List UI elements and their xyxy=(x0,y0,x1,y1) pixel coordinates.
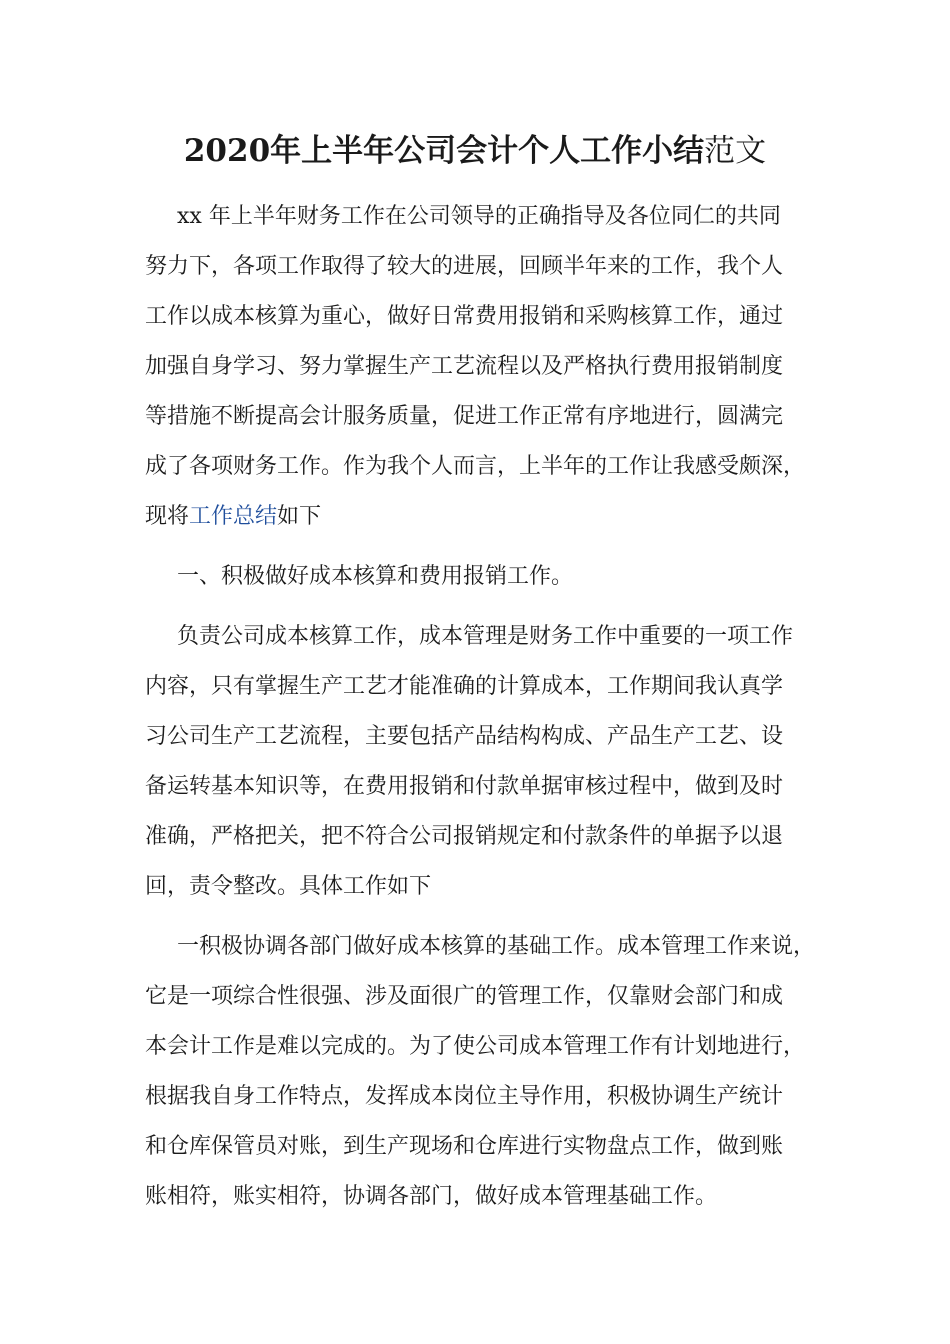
line-text: 努力下，各项工作取得了较大的进展，回顾半年来的工作，我个人 xyxy=(145,254,784,279)
title-suffix: 范文 xyxy=(704,133,767,169)
line-text: 负责公司成本核算工作，成本管理是财务工作中重要的一项工作 xyxy=(177,624,794,649)
line-text: 账相符，账实相符，协调各部门，做好成本管理基础工作。 xyxy=(145,1184,718,1209)
line-text: 根据我自身工作特点，发挥成本岗位主导作用，积极协调生产统计 xyxy=(145,1084,784,1109)
line-before-link: 现将 xyxy=(145,504,190,529)
title-main: 年上半年公司会计个人工作小结 xyxy=(270,133,705,169)
document-title xyxy=(0,128,950,174)
section-heading-text: 一、积极做好成本核算和费用报销工作。 xyxy=(177,564,574,589)
line-text: 成了各项财务工作。作为我个人而言，上半年的工作让我感受颇深， xyxy=(145,454,806,479)
line-text: 准确，严格把关，把不符合公司报销规定和付款条件的单据予以退 xyxy=(145,824,784,849)
line-text: xx 年上半年财务工作在公司领导的正确指导及各位同仁的共同 xyxy=(177,204,781,229)
line-text: 和仓库保管员对账，到生产现场和仓库进行实物盘点工作，做到账 xyxy=(145,1134,784,1159)
line-text: 加强自身学习、努力掌握生产工艺流程以及严格执行费用报销制度 xyxy=(145,354,784,379)
line-text: 一积极协调各部门做好成本核算的基础工作。成本管理工作来说， xyxy=(177,934,816,959)
line-after-link: 如下 xyxy=(277,504,322,529)
line-text: 备运转基本知识等，在费用报销和付款单据审核过程中，做到及时 xyxy=(145,774,784,799)
line-text: 本会计工作是难以完成的。为了使公司成本管理工作有计划地进行， xyxy=(145,1034,806,1059)
line-text xyxy=(145,502,321,532)
line-text: 内容，只有掌握生产工艺才能准确的计算成本，工作期间我认真学 xyxy=(145,674,784,699)
line-text: 它是一项综合性很强、涉及面很广的管理工作，仅靠财会部门和成 xyxy=(145,984,784,1009)
work-summary-link[interactable]: 工作总结 xyxy=(189,504,278,529)
title-year: 2020 xyxy=(183,133,271,169)
line-text: 回，责令整改。具体工作如下 xyxy=(145,874,432,899)
line-text: 等措施不断提高会计服务质量，促进工作正常有序地进行，圆满完 xyxy=(145,404,784,429)
line-text: 习公司生产工艺流程，主要包括产品结构构成、产品生产工艺、设 xyxy=(145,724,784,749)
line-text: 工作以成本核算为重心，做好日常费用报销和采购核算工作，通过 xyxy=(145,304,784,329)
